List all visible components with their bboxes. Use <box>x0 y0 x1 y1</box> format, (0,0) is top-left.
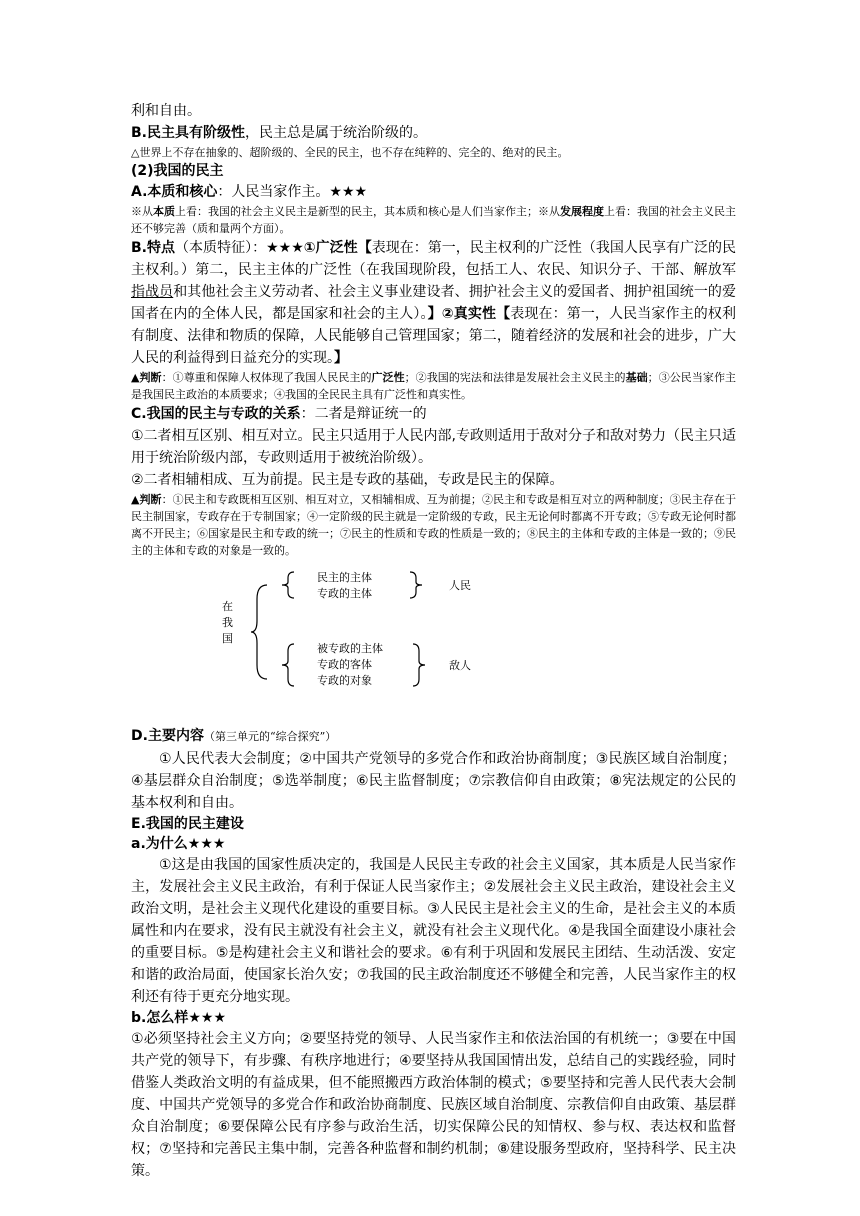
diagram-left-label <box>222 599 233 647</box>
keyword: 】②真实性【 <box>427 306 511 322</box>
text-line: 利和自由。 <box>131 103 201 119</box>
keyword: ①广泛性【 <box>303 240 372 256</box>
section-e-heading: E.我国的民主建设 <box>131 816 244 832</box>
text: ：人民当家作主。★★★ <box>217 184 368 200</box>
diagram-char: 我 <box>222 616 233 629</box>
paragraph: ①二者相互区别、相互对立。民主只适用于人民内部,专政则适用于敌对分子和敌对势力（民主只适用于统治阶级内部，专政则适用于被统治阶级）。 <box>131 428 736 466</box>
paragraph: ①必须坚持社会主义方向；②要坚持党的领导、人民当家作主和依法治国的有机统一；③要在中国共产党的领导下，有步骤、有秩序地进行；④要坚持从我国国情出发，总结自己的实践经验，同时借鉴人类政治文明的有益成果，但不能照搬西方政治体制的模式；⑤要坚持和完善人民代表大会制度、中国共产党领导的多党合作和政治协商制度、民族区域自治制度、宗教信仰自由政策、基层群众自治制度；⑥要保障公民有序参与政治生活，切实保障公民的知情权、参与权、表达权和监督权；⑦坚持和完善民主集中制，完善各种监督和制约机制；⑧建设服务型政府，坚持科学、民主决策。 <box>131 1031 736 1179</box>
keyword: 基础 <box>625 371 648 384</box>
diagram-item: 专政的主体 <box>317 587 372 600</box>
text: 和其他社会主义劳动者、社会主义事业建设者、拥护社会主义的爱国者、拥护祖国统一的爱国者在内的全体人民，都是国家和社会的主人）。 <box>131 284 737 322</box>
text: 表现在：第一，民主权利的广泛性（我国人民享有广泛的民主权利。）第二，民主主体的广泛性（在我国现阶段，包括工人、农民、知识分子、干部、解放军 <box>131 240 736 278</box>
text: ：①民主和专政既相互区别、相互对立，又相辅相成、互为前提；②民主和专政是相互对立的两种制度；③民主存在于民主制国家，专政存在于专制国家；④一定阶级的民主就是一定阶级的专政，民主无论何时都离不开专政；⑤专政无论何时都离不开民主；⑥国家是民主和专政的统一；⑦民主的性质和专政的性质是一致的；⑧民主的主体和专政的主体是一致的；⑨民主的主体和专政的对象是一致的。 <box>131 493 736 557</box>
diagram-char: 国 <box>222 632 233 645</box>
text: 上看：我国的社会主义民主是新型的民主，其本质和核心是人们当家作主；※从 <box>175 205 560 218</box>
text: ※从 <box>131 205 153 218</box>
judgment-label: ▲判断 <box>131 371 162 384</box>
text: （第三单元的“综合探究”） <box>203 730 337 743</box>
diagram-item: 被专政的主体 <box>317 642 383 655</box>
bottom-right-brace <box>411 643 429 687</box>
judgment-1 <box>131 369 736 403</box>
diagram-item: 专政的客体 <box>317 658 372 671</box>
heading: A.本质和核心 <box>131 184 218 200</box>
text: ：二者是辩证统一的 <box>300 406 427 422</box>
section-b-class <box>131 122 736 144</box>
heading: B.特点 <box>131 240 176 256</box>
subsection-heading: a.为什么★★★ <box>131 836 226 852</box>
section-a-note <box>131 203 736 237</box>
diagram-item: 专政的对象 <box>317 674 372 687</box>
keyword: 发展程度 <box>560 205 604 218</box>
keyword: 本质 <box>153 205 175 218</box>
paragraph: ①这是由我国的国家性质决定的，我国是人民民主专政的社会主义国家，其本质是人民当家作主，发展社会主义民主政治，有利于保证人民当家作主；②发展社会主义民主政治，建设社会主义政治文明，是社会主义现代化建设的重要目标。③人民民主是社会主义的生命，是社会主义的本质属性和内在要求，没有民主就没有社会主义，就没有社会主义现代化。④是我国全面建设小康社会的重要目标。⑤是构建社会主义和谐社会的要求。⑥有利于巩固和发展民主团结、生动活泼、安定和谐的政治局面，使国家长治久安；⑦我国的民主政治制度还不够健全和完善，人民当家作主的权利还有待于更充分地实现。 <box>131 857 736 1005</box>
bottom-group <box>317 641 383 689</box>
diagram-item: 民主的主体 <box>317 571 372 584</box>
outer-brace <box>249 583 273 681</box>
judgment-2 <box>131 491 736 559</box>
top-group <box>317 570 372 602</box>
diagram-result-people: 人民 <box>449 579 471 592</box>
section-b-features <box>131 237 736 369</box>
heading: B.民主具有阶级性 <box>131 125 245 141</box>
section-c <box>131 403 736 425</box>
bottom-left-brace <box>280 643 298 687</box>
diagram-char: 在 <box>222 600 233 613</box>
text: 表现在：第一，人民当家作主的权利有制度、法律和物质的保障，人民能够自己管理国家；第二，随着经济的发展和社会的进步，广大人民的利益得到日益充分的实现。 <box>131 306 737 366</box>
text: ；③公民当家作主是我国民主政治的本质要求；④我国的全民民主具有广泛性和真实性。 <box>131 371 736 401</box>
text: （本质特征）：★★★ <box>175 240 304 256</box>
brace-diagram <box>131 565 736 725</box>
text: ：①尊重和保障人权体现了我国人民民主的 <box>161 371 372 384</box>
paragraph: ①人民代表大会制度；②中国共产党领导的多党合作和政治协商制度；③民族区域自治制度；④基层群众自治制度；⑤选举制度；⑥民主监督制度；⑦宗教信仰自由政策；⑧宪法规定的公民的基本权利和自由。 <box>131 751 736 811</box>
note: △世界上不存在抽象的、超阶级的、全民的民主，也不存在纯粹的、完全的、绝对的民主。 <box>131 146 569 159</box>
document-body <box>131 100 736 1182</box>
text: ；②我国的宪法和法律是发展社会主义民主的 <box>404 371 626 384</box>
heading: D.主要内容 <box>131 728 204 744</box>
keyword: 】 <box>334 350 348 366</box>
top-left-brace <box>280 571 298 599</box>
section-heading: (2)我国的民主 <box>131 163 224 179</box>
judgment-label: ▲判断 <box>131 493 162 506</box>
section-d <box>131 725 736 748</box>
subsection-heading: b.怎么样★★★ <box>131 1010 226 1026</box>
paragraph: ②二者相辅相成、互为前提。民主是专政的基础，专政是民主的保障。 <box>131 472 564 488</box>
text: 上看：我国的社会主义民主还不够完善（质和量两个方面）。 <box>131 205 736 235</box>
section-a <box>131 181 736 203</box>
keyword: 广泛性 <box>371 371 405 384</box>
top-right-brace <box>408 571 426 599</box>
text: ，民主总是属于统治阶级的。 <box>245 125 427 141</box>
heading: C.我国的民主与专政的关系 <box>131 406 301 422</box>
underlined-text: 指战员 <box>131 284 174 300</box>
diagram-result-enemy: 敌人 <box>449 659 471 672</box>
